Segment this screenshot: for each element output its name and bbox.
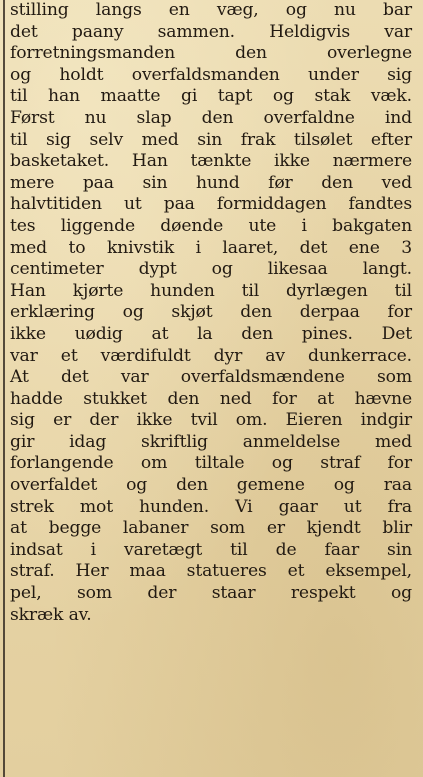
- article-line: var et værdifuldt dyr av dunkerrace.: [10, 345, 412, 366]
- article-line: mere paa sin hund før den ved: [10, 172, 412, 193]
- column-rule: [3, 0, 5, 777]
- article-line: ikke uødig at la den pines. Det: [10, 323, 412, 344]
- article-line: stilling langs en væg, og nu bar: [10, 0, 412, 20]
- article-line: hadde stukket den ned for at hævne: [10, 388, 412, 409]
- article-line: at begge labaner som er kjendt blir: [10, 518, 412, 539]
- article-line: pel, som der staar respekt og: [10, 583, 412, 604]
- article-line: med to knivstik i laaret, det ene 3: [10, 237, 412, 258]
- article-line: sig er der ikke tvil om. Eieren indgir: [10, 410, 412, 431]
- article-column: [10, 0, 412, 626]
- article-line: erklæring og skjøt den derpaa for: [10, 302, 412, 323]
- article-line: tes liggende døende ute i bakgaten: [10, 215, 412, 236]
- article-line: halvtitiden ut paa formiddagen fandtes: [10, 194, 412, 215]
- article-line: strek mot hunden. Vi gaar ut fra: [10, 496, 412, 517]
- article-line: det paany sammen. Heldigvis var: [10, 21, 412, 42]
- article-line: At det var overfaldsmændene som: [10, 367, 412, 388]
- article-line: til sig selv med sin frak tilsølet efter: [10, 129, 412, 150]
- article-line: skræk av.: [10, 604, 92, 625]
- article-line: forretningsmanden den overlegne: [10, 43, 412, 64]
- article-line: Først nu slap den overfaldne ind: [10, 107, 412, 128]
- article-line: indsat i varetægt til de faar sin: [10, 539, 412, 560]
- article-line: straf. Her maa statueres et eksempel,: [10, 561, 412, 582]
- article-line: Han kjørte hunden til dyrlægen til: [10, 280, 412, 301]
- article-line: basketaket. Han tænkte ikke nærmere: [10, 151, 412, 172]
- article-line: overfaldet og den gemene og raa: [10, 475, 412, 496]
- article-line: og holdt overfaldsmanden under sig: [10, 64, 412, 85]
- article-line: til han maatte gi tapt og stak væk.: [10, 86, 412, 107]
- article-line: gir idag skriftlig anmeldelse med: [10, 431, 412, 452]
- article-line: centimeter dypt og likesaa langt.: [10, 259, 412, 280]
- article-line: forlangende om tiltale og straf for: [10, 453, 412, 474]
